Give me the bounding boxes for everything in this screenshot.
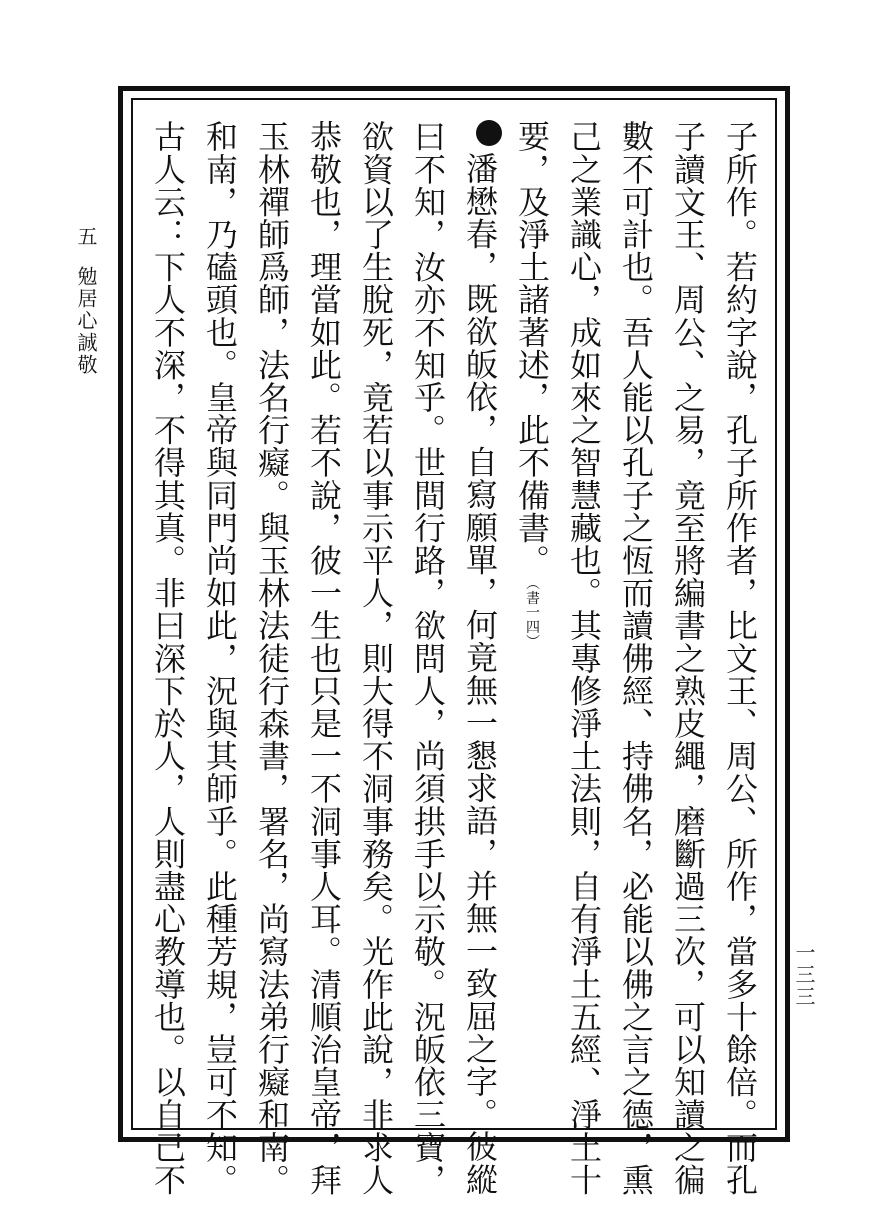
- bullet-icon: [476, 120, 502, 146]
- text-body: [138, 120, 766, 1196]
- page-number: 一三三: [792, 942, 816, 1008]
- column-text: 子讀文王、周公、之易，竟至將編書之熟皮繩，磨斷過三次，可以知讀之徧: [669, 120, 707, 1196]
- text-column-9: [298, 120, 350, 1196]
- column-text: 欲資以了生脫死，竟若以事示平人，則大得不洞事務矣。光作此說，非求人: [357, 120, 395, 1196]
- text-column-10: [246, 120, 298, 1196]
- column-text: 和南，乃磕頭也。皇帝與同門尚如此，況與其師乎。此種芳規，豈可不知。: [201, 120, 239, 1196]
- column-text: 曰不知，汝亦不知乎。世間行路，欲問人，尚須拱手以示敬。況皈依三寶，: [409, 120, 447, 1196]
- text-column-4: [558, 120, 610, 1196]
- column-text: 數不可計也。吾人能以孔子之恆而讀佛經、持佛名，必能以佛之言之德，熏: [617, 120, 655, 1196]
- text-column-11: [194, 120, 246, 1196]
- source-note: （書一四）: [524, 576, 540, 650]
- column-text: 要，及淨土諸著述，此不備書。: [513, 120, 551, 577]
- text-column-12: [142, 120, 194, 1196]
- column-text: 恭敬也，理當如此。若不說，彼一生也只是一不洞事人耳。清順治皇帝，拜: [305, 120, 343, 1196]
- column-text: 古人云：下人不深，不得其真。非曰深下於人，人則盡心教導也。以自己不: [149, 120, 187, 1196]
- column-text: 潘懋春，既欲皈依，自寫願單，何竟無一懇求語，并無一致屈之字。彼縱: [461, 152, 499, 1196]
- text-column-2: [662, 120, 714, 1196]
- text-column-5: [506, 120, 558, 1120]
- text-column-1: [714, 120, 766, 1196]
- chapter-number: 五: [74, 226, 98, 248]
- column-text: 子所作。若約字說，孔子所作者，比文王、周公、所作，當多十餘倍。而孔: [721, 120, 759, 1196]
- column-text: 己之業識心，成如來之智慧藏也。其專修淨土法則，自有淨土五經、淨土十: [565, 120, 603, 1196]
- column-text: 玉林禪師爲師，法名行癡。與玉林法徒行森書，署名，尚寫法弟行癡和南。: [253, 120, 291, 1196]
- text-column-8: [350, 120, 402, 1196]
- text-column-6: [454, 120, 506, 1196]
- text-column-3: [610, 120, 662, 1196]
- text-column-7: [402, 120, 454, 1196]
- section-title: 勉居心誠敬: [74, 266, 98, 376]
